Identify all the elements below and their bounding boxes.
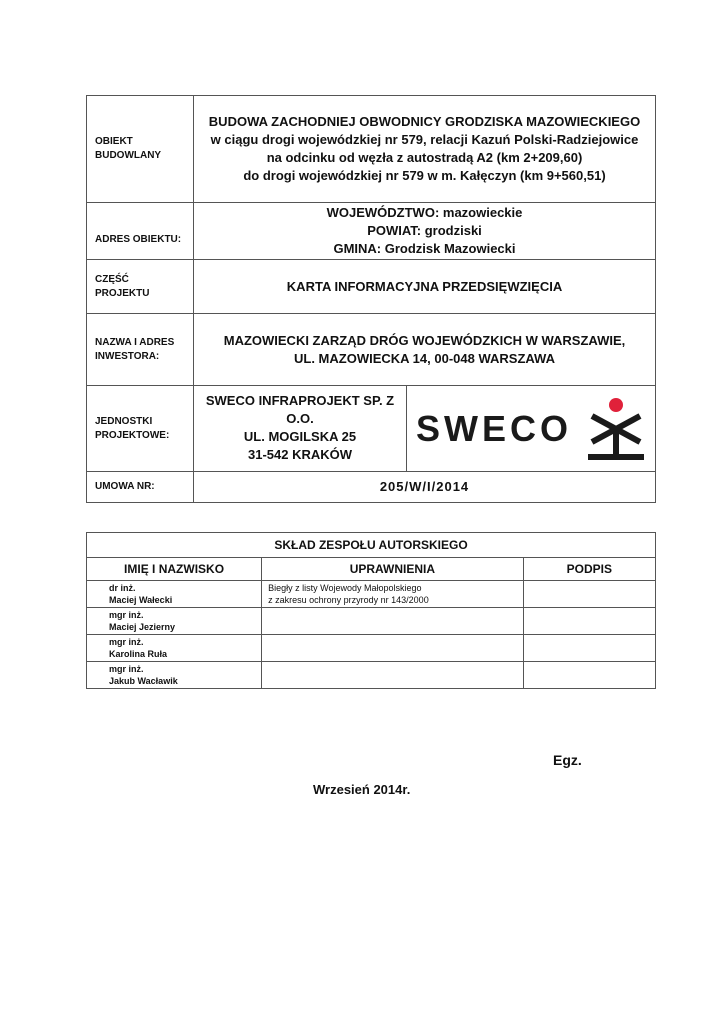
member-podpis: [523, 608, 655, 635]
inwestor-value: [194, 314, 656, 386]
inwestor-line: MAZOWIECKI ZARZĄD DRÓG WOJEWÓDZKICH W WARSZAWIE,: [223, 332, 626, 348]
inwestor-line: UL. MAZOWIECKA 14, 00-048 WARSZAWA: [294, 350, 555, 366]
header-podpis: PODPIS: [523, 558, 655, 581]
adres-line: POWIAT: grodziski: [367, 223, 482, 238]
jednostki-line: UL. MOGILSKA 25: [243, 429, 357, 444]
member-name: [87, 662, 262, 689]
table-row: [87, 581, 656, 608]
table-row: [87, 635, 656, 662]
jednostki-line: SWECO INFRAPROJEKT SP. Z O.O.: [205, 393, 395, 426]
inwestor-label: NAZWA I ADRES INWESTORA:: [87, 314, 194, 386]
umowa-label: UMOWA NR:: [87, 472, 194, 503]
row-inwestor: [87, 314, 656, 386]
adres-value: [194, 203, 656, 260]
member-uprawnienia: [262, 608, 524, 635]
member-fullname: Maciej Jezierny: [109, 622, 176, 632]
perm-line: z zakresu ochrony przyrody nr 143/2000: [268, 595, 429, 605]
member-podpis: [523, 635, 655, 662]
adres-line: WOJEWÓDZTWO: mazowieckie: [326, 205, 523, 220]
member-title: dr inż.: [109, 583, 136, 593]
member-name: [87, 608, 262, 635]
obiekt-label: OBIEKT BUDOWLANY: [87, 96, 194, 203]
document-date: Wrzesień 2014r.: [313, 782, 411, 797]
obiekt-value: [194, 96, 656, 203]
adres-line: GMINA: Grodzisk Mazowiecki: [333, 241, 516, 256]
header-uprawnienia: UPRAWNIENIA: [262, 558, 524, 581]
member-name: [87, 635, 262, 662]
obiekt-line: na odcinku od węzła z autostradą A2 (km 2+209,60): [266, 150, 583, 165]
umowa-value: 205/W/I/2014: [194, 472, 656, 503]
table-row: [87, 662, 656, 689]
czesc-value: KARTA INFORMACYJNA PRZEDSIĘWZIĘCIA: [194, 260, 656, 314]
member-fullname: Maciej Wałecki: [109, 595, 173, 605]
member-title: mgr inż.: [109, 637, 144, 647]
team-header-row: [87, 558, 656, 581]
team-title: SKŁAD ZESPOŁU AUTORSKIEGO: [87, 533, 656, 558]
member-uprawnienia: [262, 662, 524, 689]
row-umowa: [87, 472, 656, 503]
row-czesc: [87, 260, 656, 314]
row-jednostki: [87, 386, 656, 472]
czesc-label: CZĘŚĆ PROJEKTU: [87, 260, 194, 314]
obiekt-line: do drogi wojewódzkiej nr 579 w m. Kałęczyn (km 9+560,51): [243, 168, 606, 183]
table-row: [87, 608, 656, 635]
perm-line: Biegły z listy Wojewody Małopolskiego: [268, 583, 422, 593]
row-adres: [87, 203, 656, 260]
egz-label: Egz.: [553, 752, 582, 768]
jednostki-value: [194, 386, 407, 472]
team-table: [86, 532, 656, 689]
obiekt-line: BUDOWA ZACHODNIEJ OBWODNICY GRODZISKA MAZOWIECKIEGO: [208, 114, 641, 129]
jednostki-line: 31-542 KRAKÓW: [247, 447, 353, 462]
member-fullname: Karolina Ruła: [109, 649, 168, 659]
member-title: mgr inż.: [109, 610, 144, 620]
member-uprawnienia: [262, 635, 524, 662]
row-obiekt: [87, 96, 656, 203]
member-fullname: Jakub Wacławik: [109, 676, 178, 686]
obiekt-line: w ciągu drogi wojewódzkiej nr 579, relacji Kazuń Polski-Radziejowice: [210, 132, 639, 147]
member-title: mgr inż.: [109, 664, 144, 674]
sweco-symbol-icon: [586, 396, 646, 462]
sweco-logo: [416, 396, 646, 462]
member-podpis: [523, 581, 655, 608]
member-name: [87, 581, 262, 608]
jednostki-label: JEDNOSTKI PROJEKTOWE:: [87, 386, 194, 472]
team-title-row: [87, 533, 656, 558]
project-info-table: [86, 95, 656, 503]
logo-text: SWECO: [415, 407, 572, 449]
member-podpis: [523, 662, 655, 689]
adres-label: ADRES OBIEKTU:: [87, 203, 194, 260]
header-name: IMIĘ I NAZWISKO: [87, 558, 262, 581]
logo-cell: [407, 386, 656, 472]
member-uprawnienia: [262, 581, 524, 608]
